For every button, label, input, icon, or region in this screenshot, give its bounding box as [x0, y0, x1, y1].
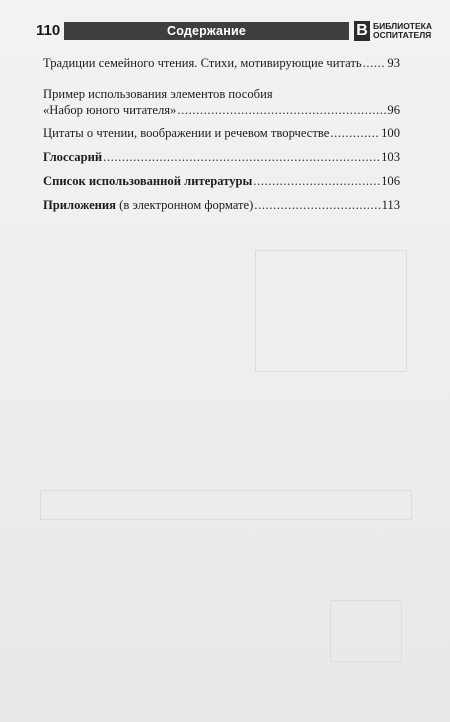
toc-entry: [43, 149, 400, 165]
toc-entry-page: 96: [387, 103, 400, 117]
page-header: [36, 21, 432, 41]
bleed-through-box: [330, 600, 402, 662]
toc-leader-dots: [103, 149, 380, 165]
toc-leader-dots: [177, 102, 386, 118]
toc-entry: [43, 102, 400, 118]
toc-entry-title: Список использованной литературы: [43, 174, 253, 188]
bleed-through-frame: [255, 250, 407, 372]
toc-entry-page: 113: [381, 198, 400, 212]
toc-entry-title: «Набор юного читателя»: [43, 103, 177, 117]
toc-leader-dots: [253, 173, 380, 189]
series-logo-text: [373, 22, 443, 40]
toc-entry-page: 100: [381, 126, 400, 140]
toc-entry-title-suffix: (в электронном формате): [116, 198, 254, 212]
toc-entry-title: Традиции семейного чтения. Стихи, мотивирующие читать: [43, 56, 362, 70]
toc-entry: [43, 55, 400, 71]
toc-entry-title: Цитаты о чтении, воображении и речевом творчестве: [43, 126, 330, 140]
toc-entry-title: Приложения: [43, 198, 116, 212]
page-number: 110: [36, 22, 61, 39]
series-logo-icon: В: [354, 21, 370, 41]
toc-entry-page: 106: [381, 174, 400, 188]
toc-entry-page: 103: [381, 150, 400, 164]
bleed-through-banner: [40, 490, 412, 520]
toc-entry-page: 93: [387, 56, 400, 70]
series-logo-line1: БИБЛИОТЕКА: [373, 21, 432, 31]
toc-entry-title-group: [43, 197, 253, 213]
toc-entry-title: Глоссарий: [43, 150, 103, 164]
section-title: Содержание: [64, 22, 349, 40]
toc-entry: [43, 125, 400, 141]
toc-entry-title-line1: Пример использования элементов пособия: [43, 87, 273, 101]
toc-entry: [43, 197, 400, 213]
toc-leader-dots: [254, 197, 380, 213]
toc-entry: [43, 173, 400, 189]
toc-leader-dots: [363, 55, 387, 71]
toc-leader-dots: [330, 125, 380, 141]
series-logo-line2: ОСПИТАТЕЛЯ: [373, 30, 432, 40]
